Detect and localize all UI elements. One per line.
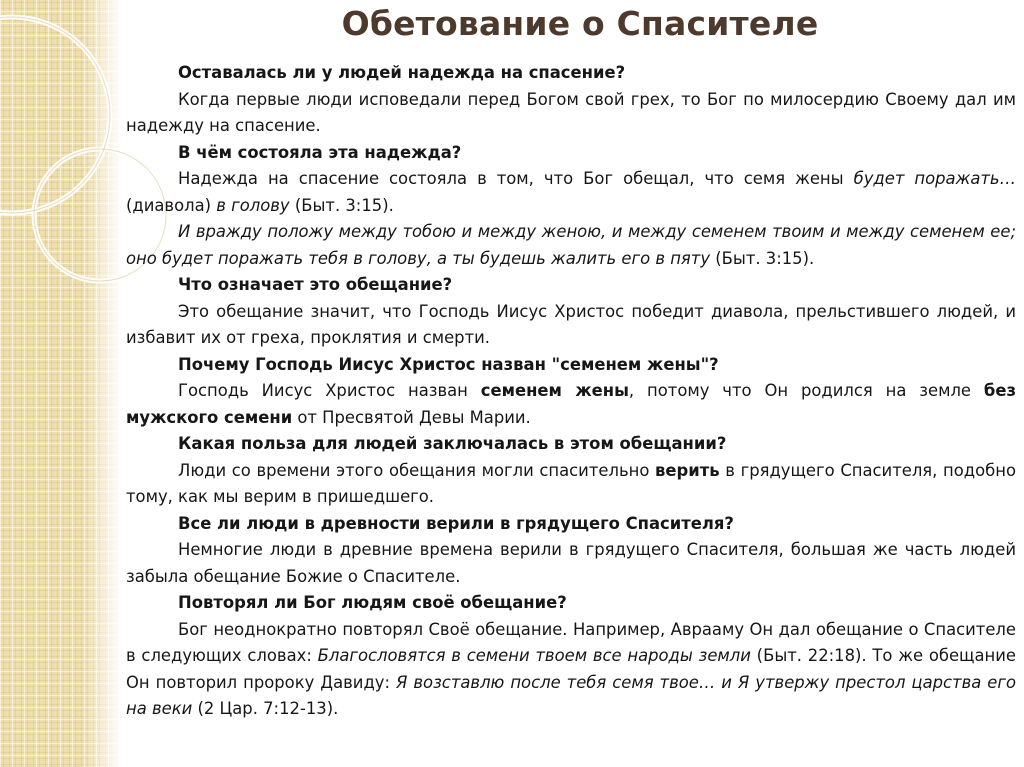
answer-2-text: Надежда на спасение состояла в том, что Бог обещал, что семя жены: [178, 169, 854, 188]
answer-3: Это обещание значит, что Господь Иисус Христос победит диавола, прельстившего людей, и избавит их от греха, проклятия и смерти.: [126, 301, 1016, 347]
answer-7-reference: (2 Цар. 7:12-13).: [192, 699, 339, 718]
answer-5-text: Люди со времени этого обещания могли спасительно: [178, 460, 656, 480]
slide-title: Обетование о Спасителе: [341, 4, 819, 43]
answer-7-italic: Я возставлю после тебя семя твое… и Я утвержу престол царства его на веки: [126, 672, 1016, 718]
answer-4-bold: семенем жены: [480, 381, 629, 400]
answer-4-text: от Пресвятой Девы Марии.: [292, 407, 531, 427]
question-3: Что означает это обещание?: [178, 275, 453, 294]
answer-7-italic: Благословятся в семени твоем все народы земли: [317, 646, 751, 665]
answer-7-text: (Быт. 22:18). То же обещание Он повторил пророку Давиду:: [126, 646, 1016, 692]
answer-7-text: Бог неоднократно повторял Своё обещание. Например, Аврааму Он дал обещание о Спасителе в следующих словах:: [126, 619, 1016, 665]
question-4: Почему Господь Иисус Христос назван "семенем жены"?: [178, 354, 719, 374]
answer-2-italic: в голову: [216, 195, 290, 215]
answer-1: Когда первые люди исповедали перед Богом свой грех, то Бог по милосердию Своему дал им надежду на спасение.: [126, 89, 1016, 135]
answer-4-bold: без мужского семени: [126, 381, 1016, 427]
question-5: Какая польза для людей заключалась в этом обещании?: [178, 434, 727, 453]
answer-6: Немногие люди в древние времена верили в грядущего Спасителя, большая же часть людей забыла обещание Божие о Спасителе.: [126, 540, 1016, 586]
answer-5-text: в грядущего Спасителя, подобно тому, как мы верим в пришедшего.: [126, 460, 1016, 506]
answer-2-text: (диавола): [126, 195, 217, 215]
answer-5: [126, 458, 1016, 511]
scripture-quote: [126, 219, 1016, 272]
answer-2-italic: будет поражать…: [853, 169, 1016, 188]
answer-2-reference: (Быт. 3:15).: [289, 195, 394, 215]
question-1: Оставалась ли у людей надежда на спасение?: [178, 63, 626, 82]
question-2: В чём состояла эта надежда?: [178, 142, 462, 162]
scripture-quote-reference: (Быт. 3:15).: [710, 248, 815, 268]
answer-4-text: Господь Иисус Христос назван: [178, 381, 481, 400]
scripture-quote-text: И вражду положу между тобою и между женою, и между семенем твоим и между семенем ее; оно будет поражать тебя в голову, а ты будешь жалить его в пяту: [126, 222, 1016, 268]
question-6: Все ли люди в древности верили в грядущего Спасителя?: [178, 513, 734, 533]
answer-4: [126, 378, 1016, 431]
content-body: [126, 60, 1016, 723]
answer-5-bold: верить: [655, 460, 720, 480]
answer-4-text: , потому что Он родился на земле: [628, 381, 984, 400]
answer-2: [126, 166, 1016, 219]
question-7: Повторял ли Бог людям своё обещание?: [178, 593, 567, 612]
answer-7: [126, 617, 1016, 723]
